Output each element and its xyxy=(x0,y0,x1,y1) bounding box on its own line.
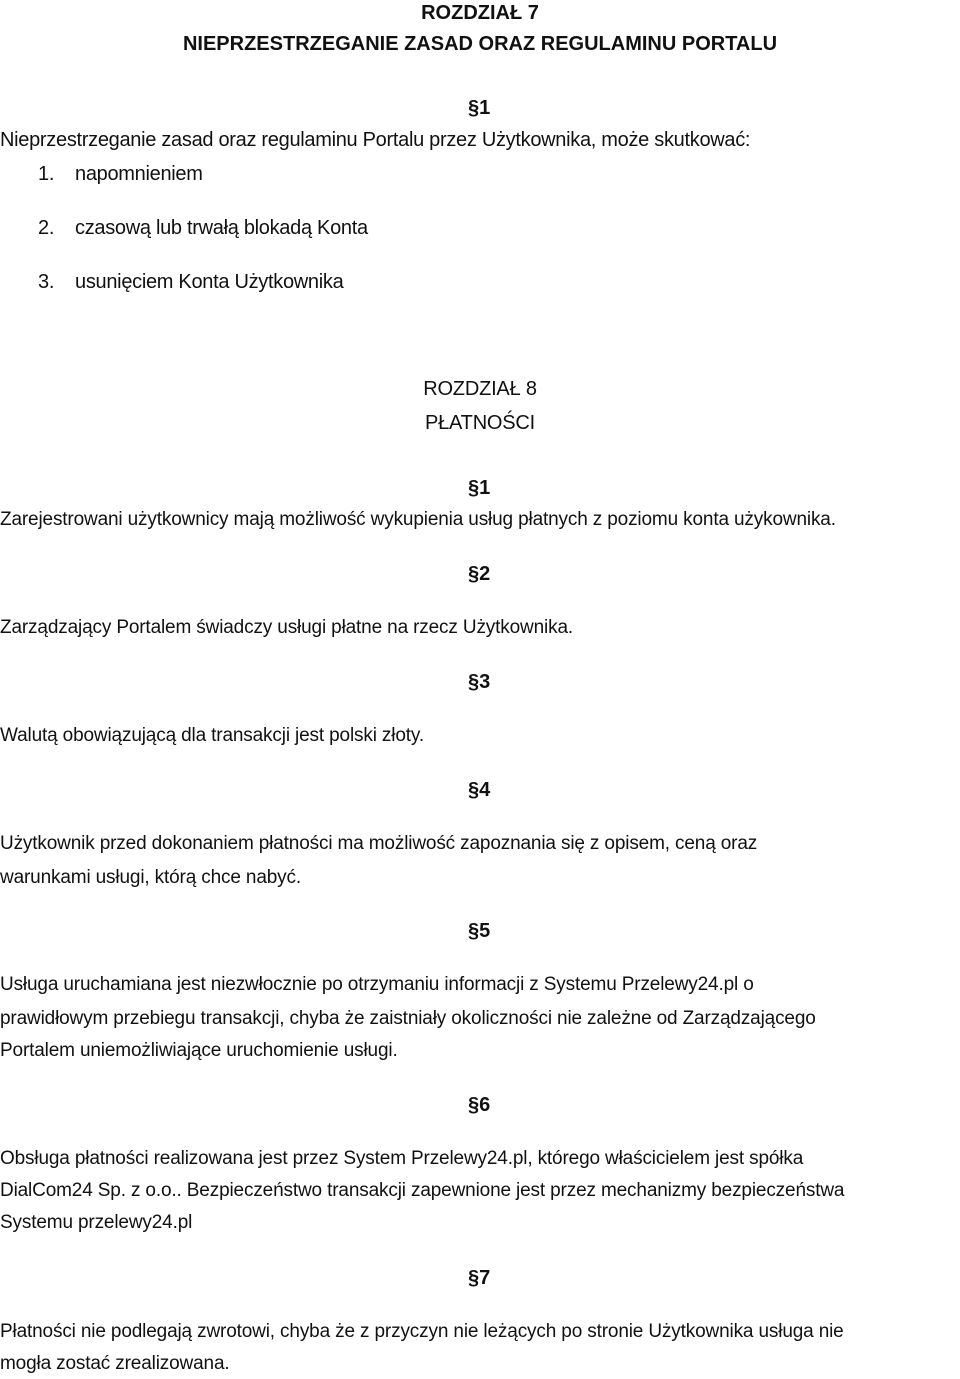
chapter-8-subtitle: PŁATNOŚCI xyxy=(424,412,536,434)
ch8-paragraph-5-line-1: Usługa uruchamiana jest niezwłocznie po otrzymaniu informacji z Systemu Przelewy24.pl o xyxy=(0,974,754,995)
ch8-paragraph-6-line-3: Systemu przelewy24.pl xyxy=(0,1212,193,1233)
ch8-paragraph-2-mark: §2 xyxy=(468,563,491,585)
ch8-paragraph-4-line-1: Użytkownik przed dokonaniem płatności ma możliwość zapoznania się z opisem, ceną oraz xyxy=(0,833,758,854)
ch8-paragraph-7-mark: §7 xyxy=(468,1267,491,1289)
ch8-paragraph-1-line-1: Zarejestrowani użytkownicy mają możliwość wykupienia usług płatnych z poziomu konta użykownika. xyxy=(0,509,836,530)
ch8-paragraph-7-line-1: Płatności nie podlegają zwrotowi, chyba że z przyczyn nie leżących po stronie Użytkownika usługa nie xyxy=(0,1321,844,1342)
ch8-paragraph-4-line-2: warunkami usługi, którą chce nabyć. xyxy=(0,867,302,888)
ch7-list-item-1-text: napomnieniem xyxy=(75,163,203,185)
ch8-paragraph-5-line-2: prawidłowym przebiegu transakcji, chyba że zaistniały okoliczności nie zależne od Zarządzającego xyxy=(0,1008,816,1029)
ch8-paragraph-6-line-2: DialCom24 Sp. z o.o.. Bezpieczeństwo transakcji zapewnione jest przez mechanizmy bezpieczeństwa xyxy=(0,1180,845,1201)
ch7-list-item-1-number: 1. xyxy=(38,163,55,185)
ch8-paragraph-3-mark: §3 xyxy=(468,671,491,693)
ch8-paragraph-6-line-1: Obsługa płatności realizowana jest przez System Przelewy24.pl, którego właścicielem jest spółka xyxy=(0,1148,804,1169)
ch7-paragraph-1-mark: §1 xyxy=(468,97,491,119)
ch7-paragraph-1-intro: Nieprzestrzeganie zasad oraz regulaminu Portalu przez Użytkownika, może skutkować: xyxy=(0,129,751,151)
chapter-8-title: ROZDZIAŁ 8 xyxy=(423,378,537,400)
ch8-paragraph-3-line-1: Walutą obowiązującą dla transakcji jest polski złoty. xyxy=(0,725,424,746)
ch8-paragraph-7-line-2: mogła zostać zrealizowana. xyxy=(0,1353,230,1374)
chapter-7-title: ROZDZIAŁ 7 xyxy=(421,2,539,24)
ch8-paragraph-5-line-3: Portalem uniemożliwiające uruchomienie usługi. xyxy=(0,1040,398,1061)
ch8-paragraph-4-mark: §4 xyxy=(468,779,491,801)
ch7-list-item-2-number: 2. xyxy=(38,217,55,239)
ch7-list-item-3-number: 3. xyxy=(38,271,55,293)
ch7-list-item-3-text: usunięciem Konta Użytkownika xyxy=(75,271,344,293)
ch8-paragraph-1-mark: §1 xyxy=(468,477,491,499)
ch7-list-item-2-text: czasową lub trwałą blokadą Konta xyxy=(75,217,368,239)
ch8-paragraph-6-mark: §6 xyxy=(468,1094,491,1116)
ch8-paragraph-2-line-1: Zarządzający Portalem świadczy usługi płatne na rzecz Użytkownika. xyxy=(0,617,574,638)
chapter-7-subtitle: NIEPRZESTRZEGANIE ZASAD ORAZ REGULAMINU PORTALU xyxy=(182,33,778,55)
ch8-paragraph-5-mark: §5 xyxy=(468,920,491,942)
